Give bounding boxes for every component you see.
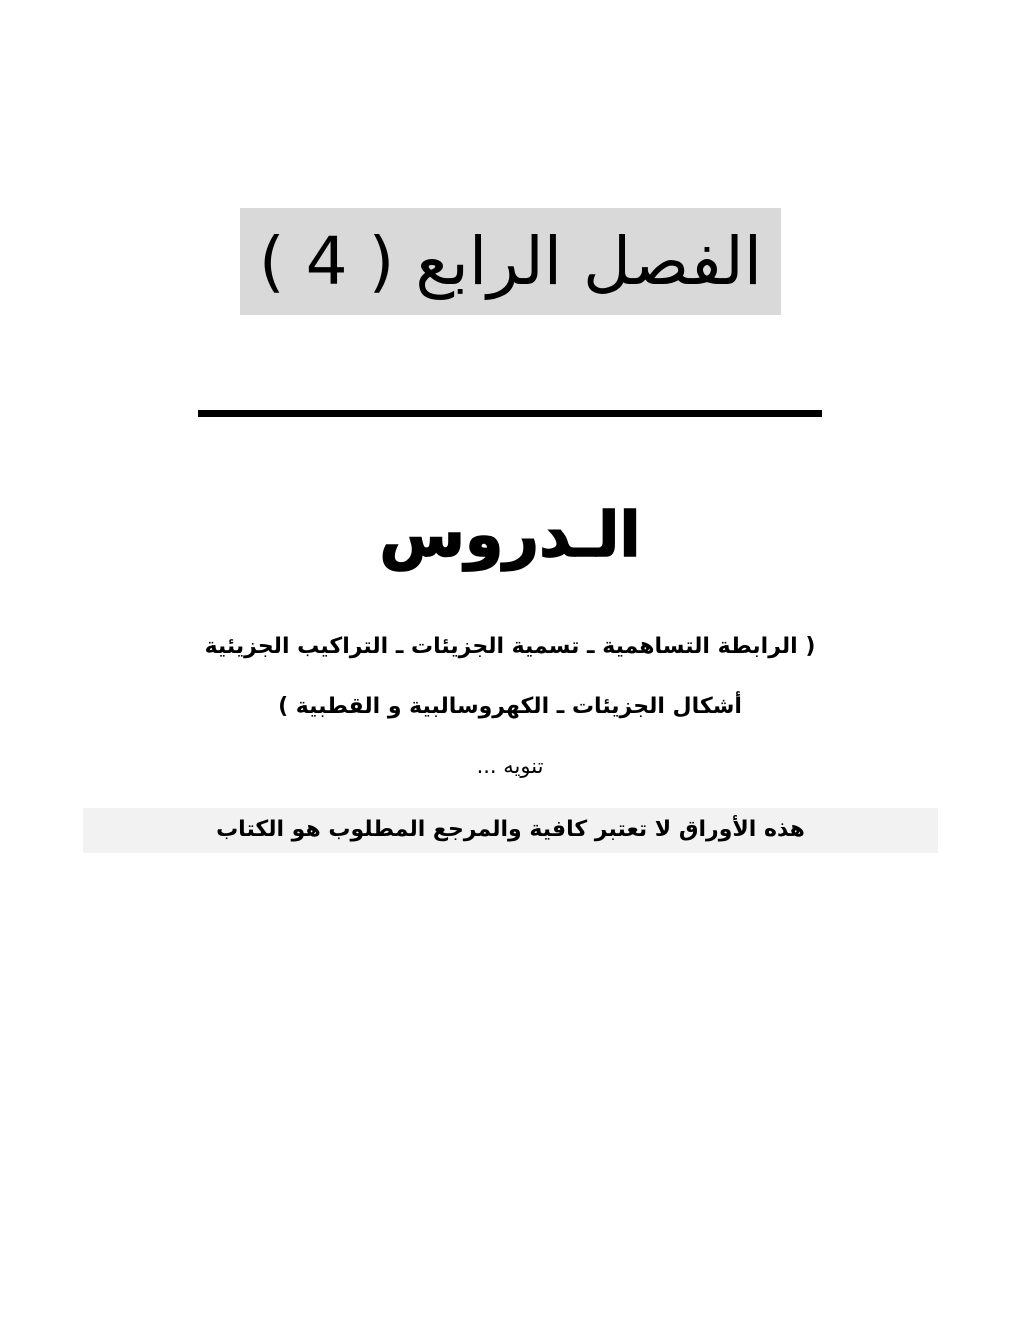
lessons-heading: الـدروس bbox=[379, 498, 641, 571]
chapter-title: الفصل الرابع ( 4 ) bbox=[258, 222, 763, 300]
notice-text: هذه الأوراق لا تعتبر كافية والمرجع المطلوب هو الكتاب bbox=[216, 817, 805, 843]
topics-line-1: ( الرابطة التساهمية ـ تسمية الجزيئات ـ التراكيب الجزيئية bbox=[204, 634, 816, 659]
topics-line-2: أشكال الجزيئات ـ الكهروسالبية و القطبية ) bbox=[278, 694, 742, 719]
chapter-title-box bbox=[240, 208, 781, 315]
note-label: تنويه ... bbox=[476, 754, 544, 778]
divider-line bbox=[198, 410, 822, 417]
notice-box bbox=[83, 808, 938, 853]
